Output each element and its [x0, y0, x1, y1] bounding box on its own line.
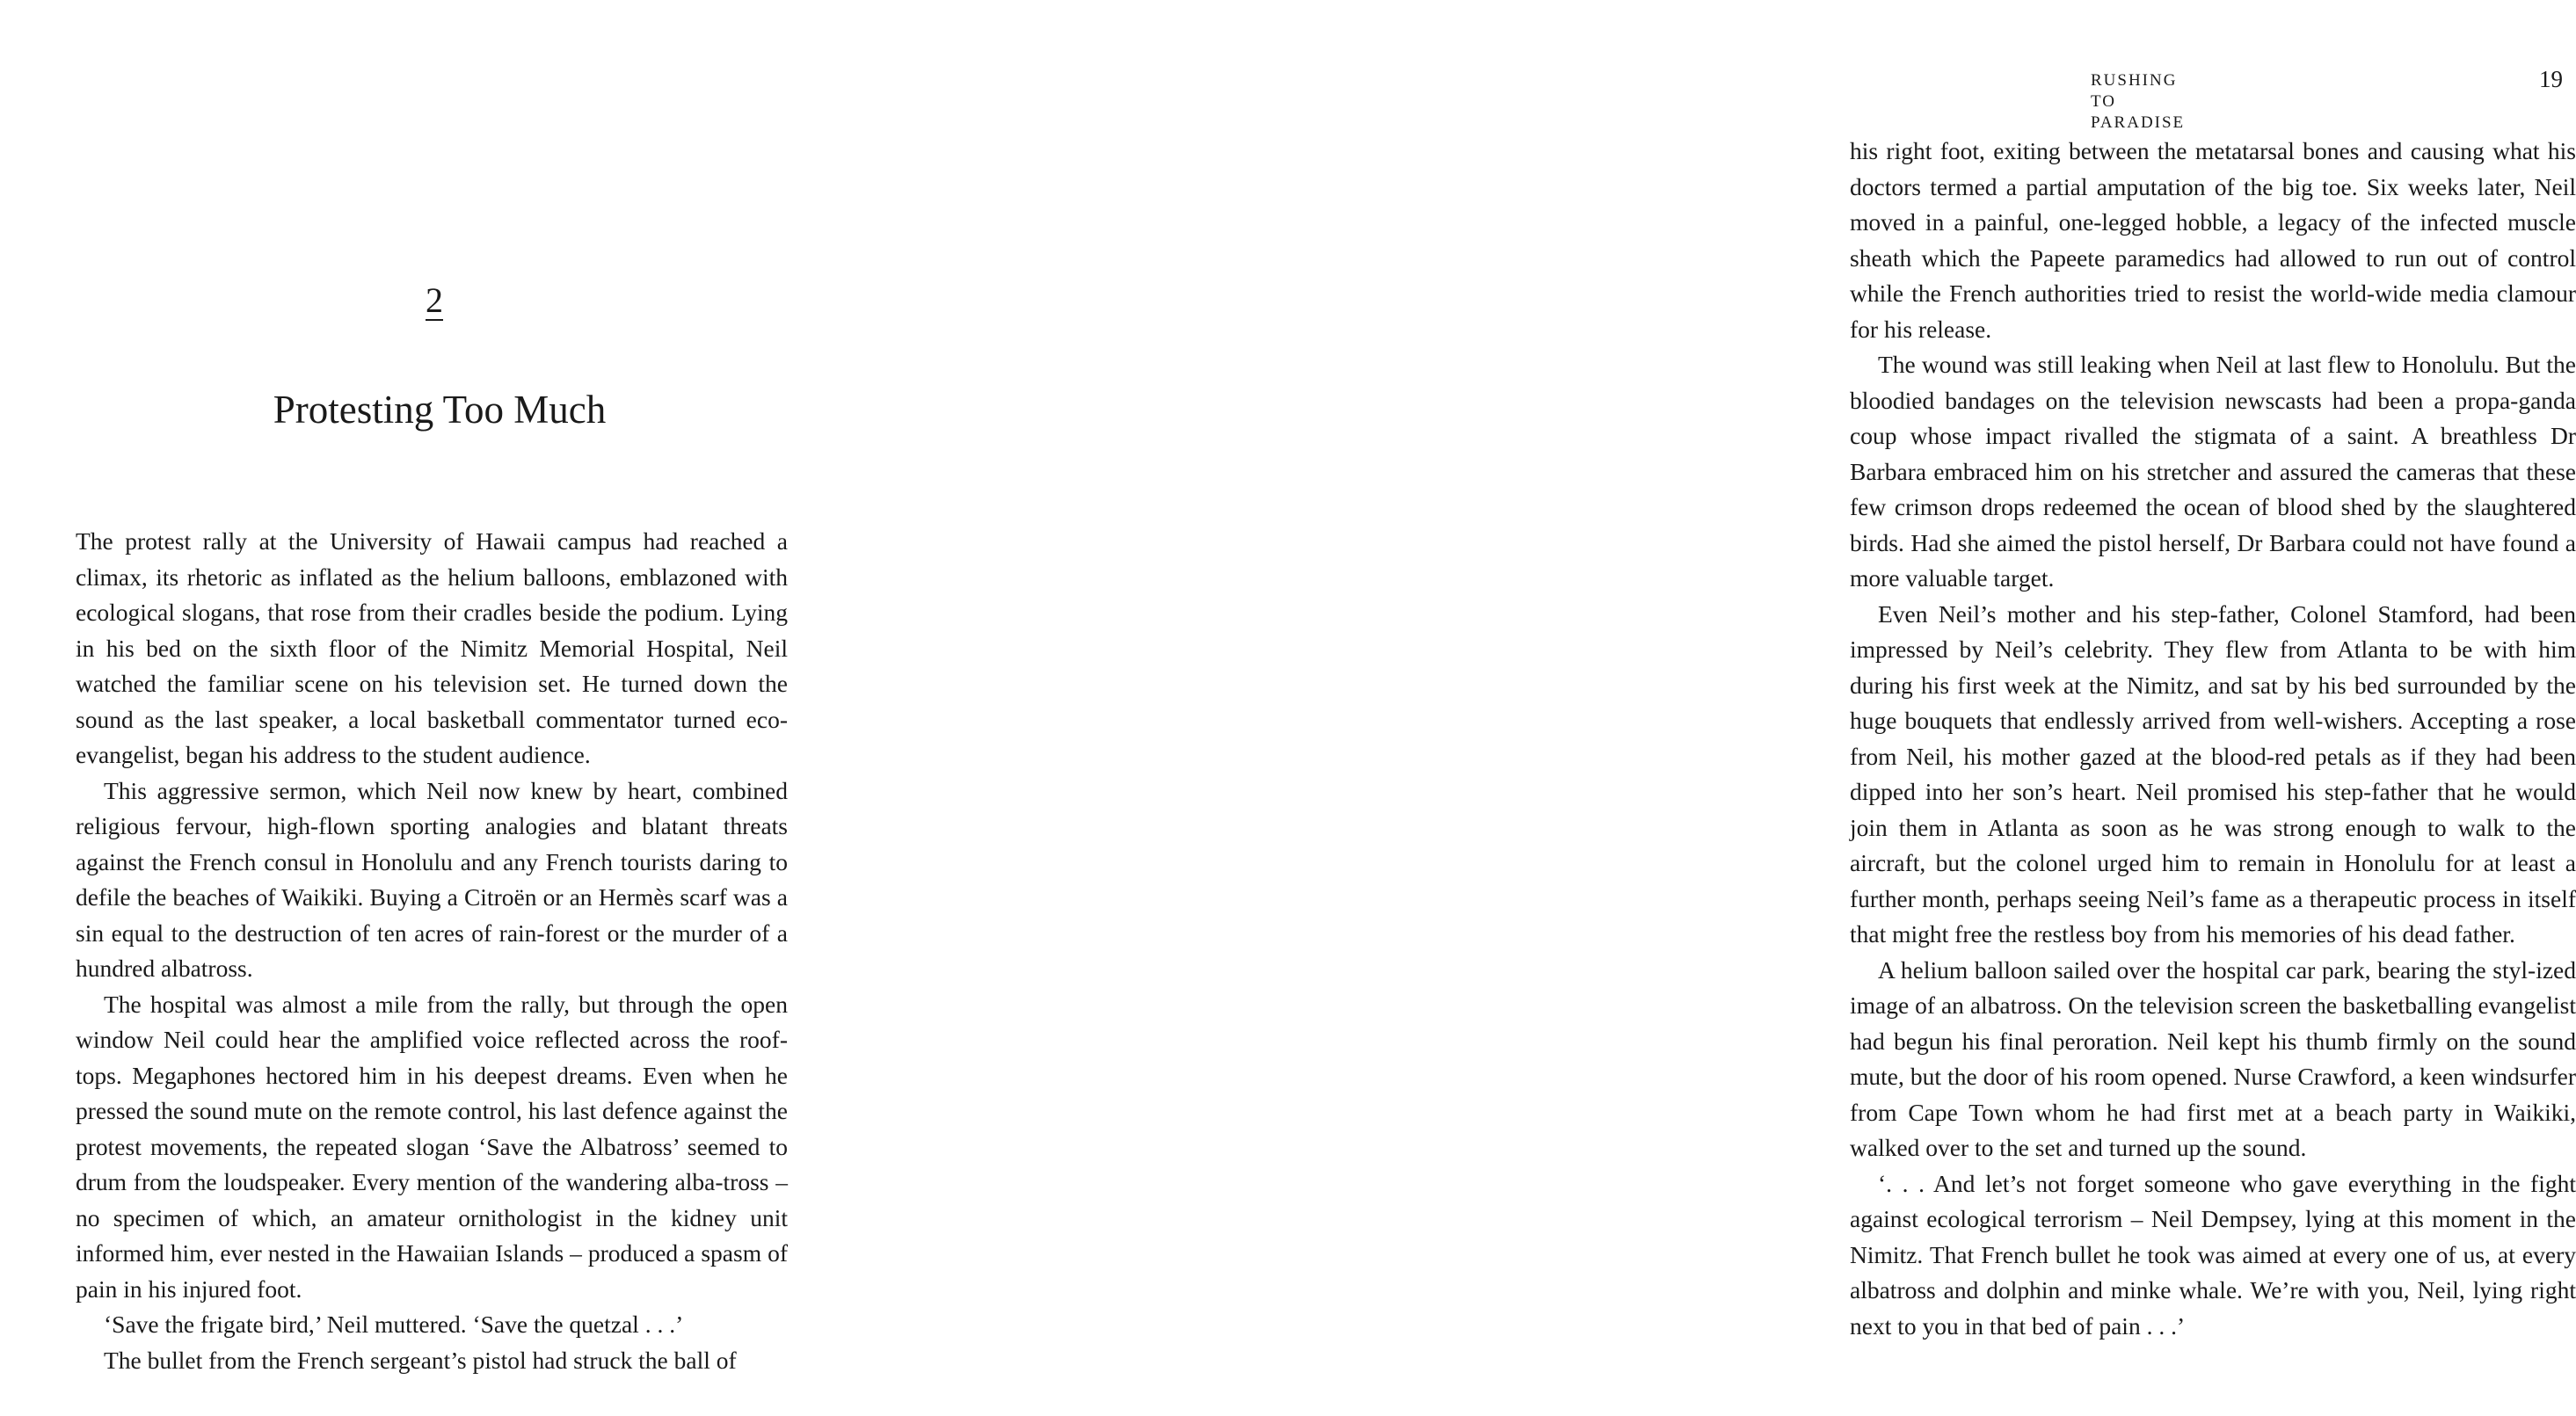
paragraph: The hospital was almost a mile from the rally, but through the open window Neil could hear the amplified voice reflected across the roof-tops. Megaphones hectored him in his deepest dreams. Even when he pressed the sound mute on the remote control, his last defence against the protest movements, the repeated slogan ‘Save the Albatross’ seemed to drum from the loudspeaker. Every mention of the wandering alba-tross – no specimen of which, an amateur ornithologist in the kidney unit informed him, ever nested in the Hawaiian Islands – produced a spasm of pain in his injured foot.: [76, 990, 788, 1303]
right-body-text: [1850, 134, 2576, 1344]
paragraph: The bullet from the French sergeant’s pistol had struck the ball of: [104, 1346, 737, 1374]
left-page: [0, 0, 879, 1416]
paragraph: ‘. . . And let’s not forget someone who gave everything in the fight against ecological terrorism – Neil Dempsey, lying at this moment in the Nimitz. That French bullet he took was aimed at every one of us, at every albatross and dolphin and minke whale. We’re with you, Neil, lying right next to you in that bed of pain . . .’: [1850, 1169, 2576, 1340]
page-number: 19: [2539, 66, 2563, 92]
right-page: [879, 0, 2576, 1416]
paragraph: This aggressive sermon, which Neil now knew by heart, combined religious fervour, high-flown sporting analogies and blatant threats against the French consul in Honolulu and any French tourists daring to defile the beaches of Waikiki. Buying a Citroën or an Hermès scarf was a sin equal to the destruction of ten acres of rain-forest or the murder of a hundred albatross.: [76, 776, 788, 982]
paragraph: A helium balloon sailed over the hospital car park, bearing the styl-ized image of an albatross. On the television screen the basketballing evangelist had begun his final peroration. Neil kept his thumb firmly on the sound mute, but the door of his room opened. Nurse Crawford, a keen windsurfer from Cape Town whom he had first met at a beach party in Waikiki, walked over to the set and turned up the sound.: [1850, 955, 2576, 1161]
paragraph: ‘Save the frigate bird,’ Neil muttered. ‘Save the quetzal . . .’: [104, 1311, 684, 1338]
paragraph: The wound was still leaking when Neil at last flew to Honolulu. But the bloodied bandages on the television newscasts had been a propa-ganda coup whose impact rivalled the stigmata of a saint. A breathless Dr Barbara embraced him on his stretcher and assured the cameras that these few crimson drops redeemed the ocean of blood shed by the slaughtered birds. Had she aimed the pistol herself, Dr Barbara could not have found a more valuable target.: [1850, 351, 2576, 592]
paragraph: The protest rally at the University of Hawaii campus had reached a climax, its rhetoric as inflated as the helium balloons, emblazoned with ecological slogans, that rose from their cradles beside the podium. Lying in his bed on the sixth floor of the Nimitz Memorial Hospital, Neil watched the familiar scene on his television set. He turned down the sound as the last speaker, a local basketball commentator turned eco-evangelist, began his address to the student audience.: [76, 527, 788, 768]
running-head: RUSHING TO PARADISE: [2091, 71, 2186, 132]
paragraph: his right foot, exiting between the metatarsal bones and causing what his doctors termed a partial amputation of the big toe. Six weeks later, Neil moved in a painful, one-legged hobble, a legacy of the infected muscle sheath which the Papeete paramedics had allowed to run out of control while the French authorities tried to resist the world-wide media clamour for his release.: [1850, 137, 2576, 343]
left-body-text: [76, 524, 788, 1378]
chapter-number: 2: [426, 280, 443, 320]
paragraph: Even Neil’s mother and his step-father, Colonel Stamford, had been impressed by Neil’s celebrity. They flew from Atlanta to be with him during his first week at the Nimitz, and sat by his bed surrounded by the huge bouquets that endlessly arrived from well-wishers. Accepting a rose from Neil, his mother gazed at the blood-red petals as if they had been dipped into her son’s heart. Neil promised his step-father that he would join them in Atlanta as soon as he was strong enough to walk to the aircraft, but the colonel urged him to remain in Honolulu for at least a further month, perhaps seeing Neil’s fame as a therapeutic process in itself that might free the restless boy from his memories of his dead father.: [1850, 599, 2576, 948]
chapter-title: Protesting Too Much: [273, 388, 607, 432]
